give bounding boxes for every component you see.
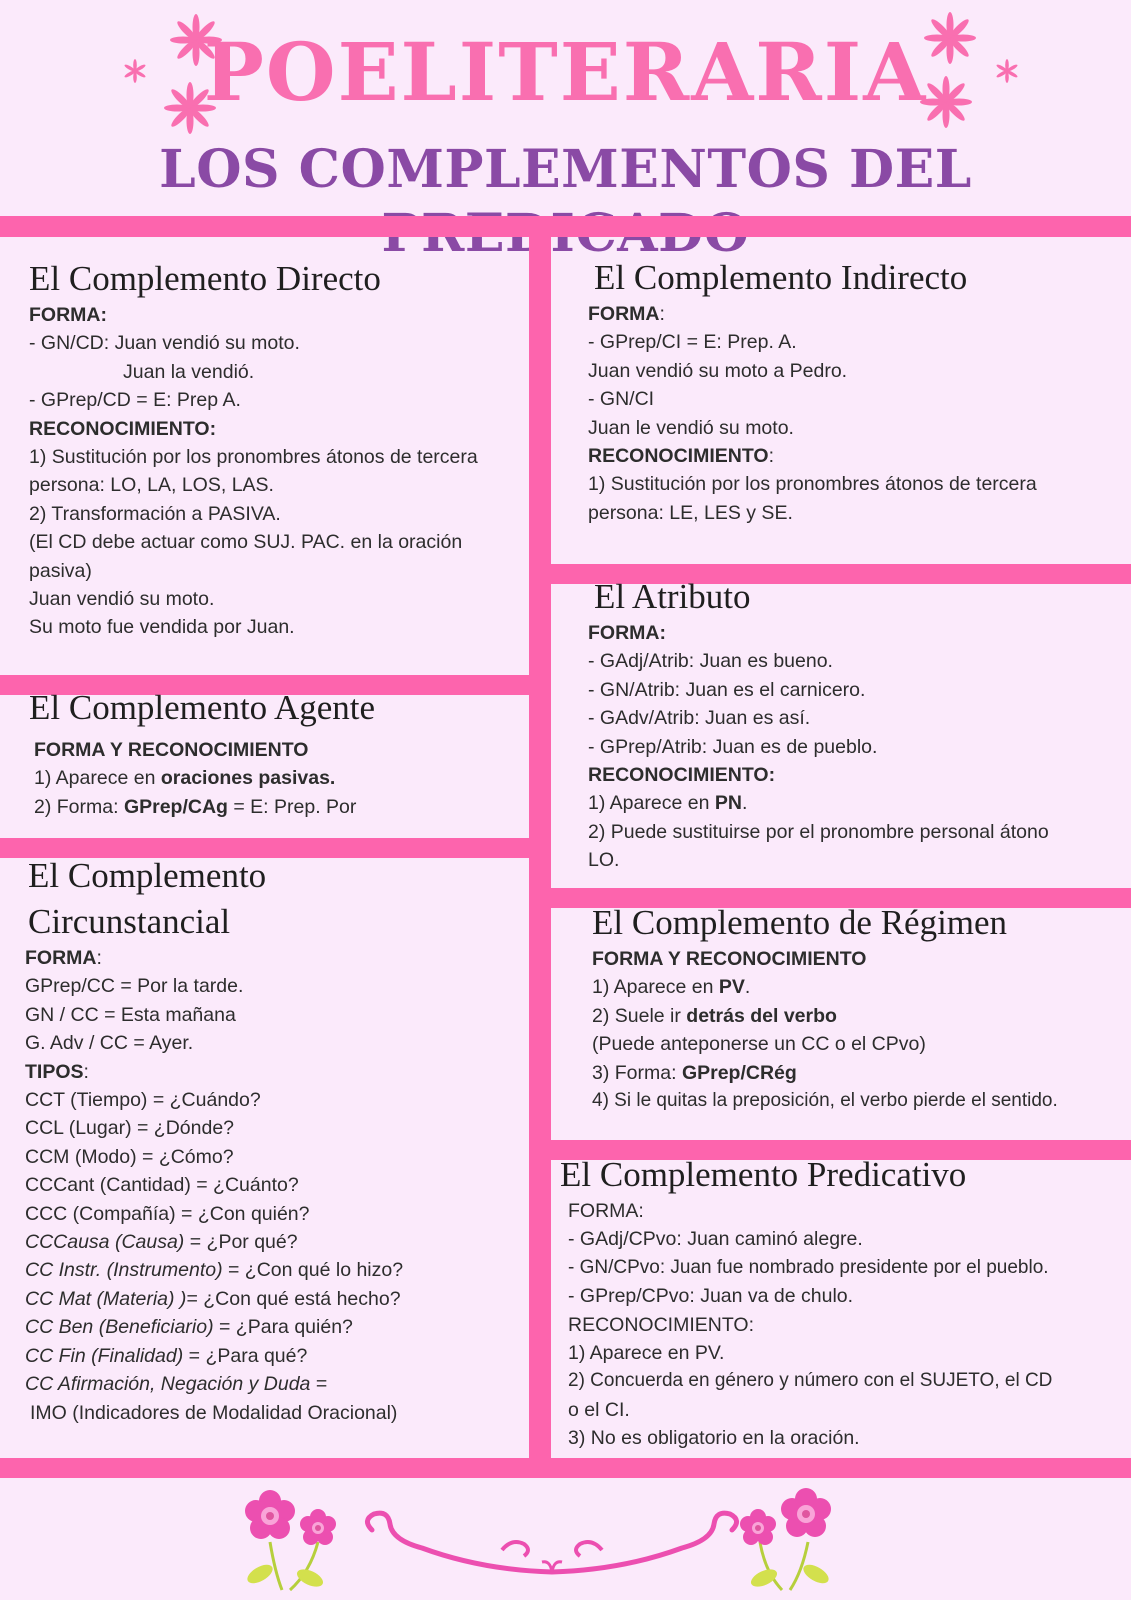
section-title: El Atributo xyxy=(594,577,751,616)
text-line: GN / CC = Esta mañana xyxy=(25,1003,236,1026)
text-span: 2) Suele ir xyxy=(592,1004,687,1027)
text-line: (El CD debe actuar como SUJ. PAC. en la oración xyxy=(29,531,463,554)
text-span: 1) Aparece en xyxy=(592,976,719,999)
bold-span: PV xyxy=(718,976,745,999)
text-line: - GPrep/CI = E: Prep. A. xyxy=(588,331,797,354)
text-line: 3) No es obligatorio en la oración. xyxy=(568,1427,860,1450)
section-title: El Complemento Directo xyxy=(29,259,381,298)
forma-label: FORMA: xyxy=(588,622,666,644)
text-span: = ¿Con qué lo hizo? xyxy=(222,1259,404,1282)
text-span: 1) Aparece en xyxy=(588,792,715,815)
section-title: El Complemento Indirecto xyxy=(594,258,968,297)
text-line: LO. xyxy=(588,849,620,872)
text-line: 1) Aparece en PV. xyxy=(568,1342,725,1365)
text-line: 2) Concuerda en género y número con el SUJETO, el CD xyxy=(568,1370,1053,1392)
text-line: CCT (Tiempo) = ¿Cuándo? xyxy=(25,1089,261,1112)
text-line: - GPrep/CPvo: Juan va de chulo. xyxy=(568,1285,854,1308)
text-span: 1) Aparece en xyxy=(34,767,161,790)
text-span: = ¿Para quién? xyxy=(213,1316,353,1339)
text-span: = ¿Para qué? xyxy=(183,1344,308,1367)
forma-text: FORMA xyxy=(25,947,97,969)
text-line: pasiva) xyxy=(29,559,92,582)
text-line: Su moto fue vendida por Juan. xyxy=(29,616,295,639)
forma-label xyxy=(588,300,1118,328)
forma-label: FORMA: xyxy=(29,304,107,326)
forma-reconocimiento-label: FORMA Y RECONOCIMIENTO xyxy=(592,948,867,970)
text-line: CCCant (Cantidad) = ¿Cuánto? xyxy=(25,1174,299,1197)
text-line: IMO (Indicadores de Modalidad Oracional) xyxy=(30,1401,398,1424)
text-line: CCM (Modo) = ¿Cómo? xyxy=(25,1145,234,1168)
section-title: El Complemento Agente xyxy=(29,688,376,727)
text-line xyxy=(34,793,524,821)
text-line xyxy=(25,1228,525,1256)
forma-reconocimiento-label: FORMA Y RECONOCIMIENTO xyxy=(34,739,309,761)
section-complemento-agente xyxy=(29,686,524,821)
reconocimiento-label: RECONOCIMIENTO: xyxy=(588,764,776,787)
text-line xyxy=(34,764,524,792)
text-span: = E: Prep. Por xyxy=(227,795,357,818)
text-line: - GN/CI xyxy=(588,388,655,411)
section-atributo xyxy=(588,575,1118,875)
text-line xyxy=(25,1370,525,1398)
text-line: - GAdv/Atrib: Juan es así. xyxy=(588,707,811,730)
colon: : xyxy=(83,1060,89,1083)
text-line xyxy=(25,1285,525,1313)
text-span: . xyxy=(741,792,748,815)
section-title: El Complemento de Régimen xyxy=(592,903,1008,942)
text-line: 2) Puede sustituirse por el pronombre personal átono xyxy=(588,820,1049,843)
text-line: - GN/Atrib: Juan es el carnicero. xyxy=(588,678,866,701)
forma-label: FORMA: xyxy=(568,1200,644,1222)
reconocimiento-label xyxy=(588,442,1118,470)
divider-bottom xyxy=(0,1458,1131,1478)
forma-text: FORMA xyxy=(588,303,660,325)
text-line xyxy=(25,1256,525,1284)
colon: : xyxy=(96,947,102,969)
text-line: - GN/CPvo: Juan fue nombrado presidente por el pueblo. xyxy=(568,1256,1049,1278)
italic-span: CC Mat (Materia) ) xyxy=(25,1287,187,1310)
italic-span: CC Fin (Finalidad) xyxy=(25,1344,184,1367)
section-title: El Complemento Predicativo xyxy=(560,1155,967,1194)
text-span: = ¿Por qué? xyxy=(184,1231,298,1254)
italic-span: CCCausa (Causa) xyxy=(25,1231,185,1254)
page-title: POELITERARIA xyxy=(203,25,928,119)
text-line: o el CI. xyxy=(568,1398,630,1421)
colon: : xyxy=(659,303,665,325)
text-line: CCL (Lugar) = ¿Dónde? xyxy=(25,1117,235,1140)
reconocimiento-text: RECONOCIMIENTO xyxy=(588,445,769,468)
section-complemento-regimen xyxy=(592,901,1122,1115)
text-line xyxy=(592,1002,1122,1030)
text-line: Juan le vendió su moto. xyxy=(588,416,794,439)
text-line: 2) Transformación a PASIVA. xyxy=(29,502,281,525)
text-line: G. Adv / CC = Ayer. xyxy=(25,1032,194,1055)
bold-span: GPrep/CAg xyxy=(123,795,228,818)
tipos-label xyxy=(25,1058,525,1086)
text-line: Juan vendió su moto a Pedro. xyxy=(588,359,848,382)
colon: : xyxy=(768,445,774,468)
reconocimiento-label: RECONOCIMIENTO: xyxy=(568,1313,754,1336)
text-span: = ¿Con qué está hecho? xyxy=(186,1287,401,1310)
footer-swirl-icon xyxy=(352,1500,752,1580)
text-span: 2) Forma: xyxy=(34,795,124,818)
section-complemento-indirecto xyxy=(588,256,1118,527)
text-span: = xyxy=(310,1373,328,1396)
text-span: . xyxy=(744,976,751,999)
text-line: 1) Sustitución por los pronombres átonos de tercera xyxy=(588,473,1037,496)
text-line: Juan vendió su moto. xyxy=(29,588,215,611)
text-line: - GN/CD: Juan vendió su moto. xyxy=(29,332,300,355)
text-line: - GPrep/CD = E: Prep A. xyxy=(29,389,241,412)
text-line: - GPrep/Atrib: Juan es de pueblo. xyxy=(588,735,878,758)
tipos-text: TIPOS xyxy=(25,1060,84,1083)
italic-span: CC Ben (Beneficiario) xyxy=(25,1316,214,1339)
bold-span: detrás del verbo xyxy=(686,1004,837,1027)
bold-span: PN xyxy=(714,792,742,815)
footer-flowers-left-icon xyxy=(230,1482,360,1594)
bold-span: oraciones pasivas. xyxy=(160,767,336,790)
text-line xyxy=(588,789,1118,817)
text-span: 3) Forma: xyxy=(592,1061,682,1084)
text-line: persona: LE, LES y SE. xyxy=(588,501,793,524)
text-line: Juan la vendió. xyxy=(123,360,255,383)
text-line xyxy=(592,1059,1122,1087)
footer-flowers-right-icon xyxy=(720,1482,850,1594)
divider-vertical xyxy=(529,236,551,1477)
text-line xyxy=(25,1313,525,1341)
text-line: GPrep/CC = Por la tarde. xyxy=(25,975,244,998)
section-complemento-predicativo xyxy=(560,1153,1125,1453)
section-title-line2: Circunstancial xyxy=(28,902,231,941)
text-line: persona: LO, LA, LOS, LAS. xyxy=(29,474,274,497)
forma-label xyxy=(25,944,525,972)
italic-span: CC Instr. (Instrumento) xyxy=(25,1259,223,1282)
section-complemento-directo xyxy=(29,257,524,642)
reconocimiento-label: RECONOCIMIENTO: xyxy=(29,417,217,440)
bold-span: GPrep/CRég xyxy=(681,1061,797,1084)
section-title: El Complemento xyxy=(28,856,267,895)
section-complemento-circunstancial xyxy=(25,854,525,1427)
text-line: - GAdj/CPvo: Juan caminó alegre. xyxy=(568,1228,863,1251)
divider-top xyxy=(0,216,1131,237)
text-line xyxy=(592,973,1122,1001)
italic-span: CC Afirmación, Negación y Duda xyxy=(25,1373,311,1396)
page-subtitle: LOS COMPLEMENTOS DEL xyxy=(159,139,972,200)
text-line: (Puede anteponerse un CC o el CPvo) xyxy=(592,1033,926,1056)
text-line: CCC (Compañía) = ¿Con quién? xyxy=(25,1202,310,1225)
text-line: - GAdj/Atrib: Juan es bueno. xyxy=(588,650,833,673)
text-line: 1) Sustitución por los pronombres átonos de tercera xyxy=(29,446,478,469)
text-line: 4) Si le quitas la preposición, el verbo pierde el sentido. xyxy=(592,1090,1058,1112)
text-line xyxy=(25,1342,525,1370)
